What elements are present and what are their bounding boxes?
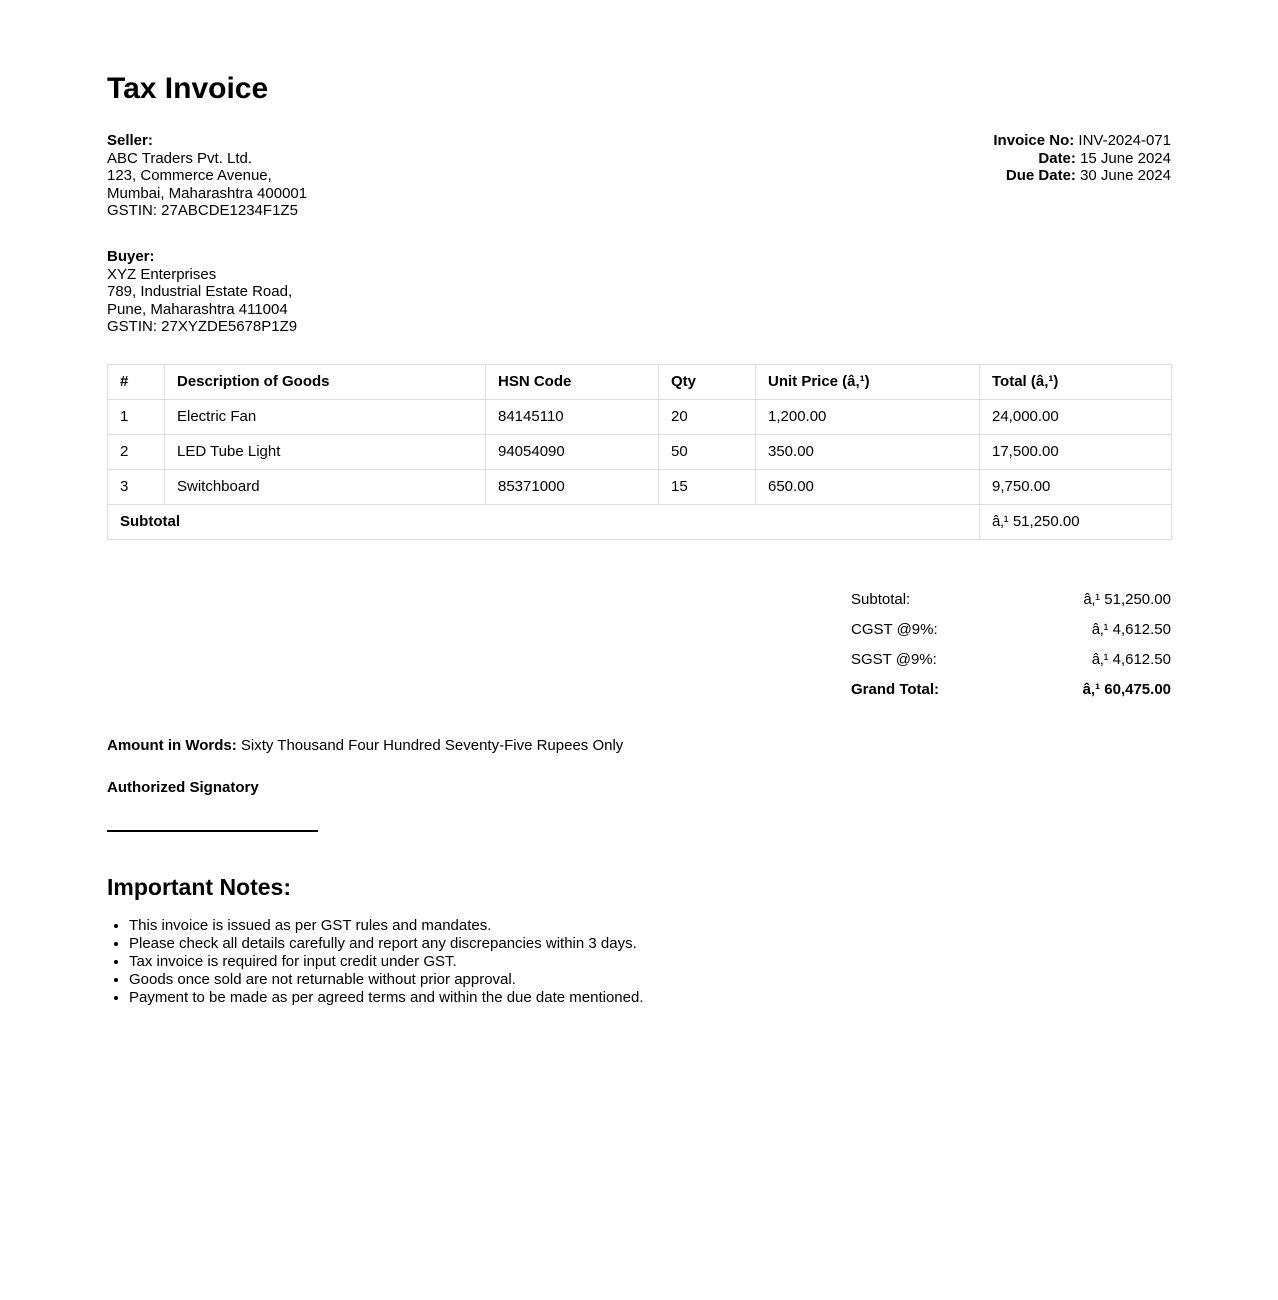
cell-sno: 2 bbox=[108, 434, 165, 469]
column-header-sno: # bbox=[108, 364, 165, 399]
cell-unit-price: 350.00 bbox=[756, 434, 980, 469]
grand-total-label: Grand Total: bbox=[851, 680, 940, 698]
totals-cgst-value: â‚¹ 4,612.50 bbox=[1091, 620, 1171, 638]
seller-gstin: GSTIN: 27ABCDE1234F1Z5 bbox=[107, 202, 298, 220]
buyer-label: Buyer: bbox=[107, 247, 155, 265]
list-item: • Tax invoice is required for input credit under GST. bbox=[129, 953, 1171, 971]
signature-line bbox=[107, 830, 318, 832]
invoice-due-date-line bbox=[993, 167, 1171, 185]
cell-hsn: 84145110 bbox=[486, 399, 659, 434]
cell-qty: 50 bbox=[659, 434, 756, 469]
buyer-name: XYZ Enterprises bbox=[107, 265, 217, 283]
invoice-meta-block bbox=[993, 132, 1171, 185]
cell-qty: 15 bbox=[659, 469, 756, 504]
cell-sno: 3 bbox=[108, 469, 165, 504]
cell-description: Switchboard bbox=[165, 469, 486, 504]
list-item: • This invoice is issued as per GST rules and mandates. bbox=[129, 917, 1171, 935]
column-header-qty: Qty bbox=[659, 364, 756, 399]
amount-in-words-label: Amount in Words: bbox=[107, 736, 237, 754]
authorized-signatory-label: Authorized Signatory bbox=[107, 778, 259, 796]
totals-subtotal-value: â‚¹ 51,250.00 bbox=[1083, 590, 1171, 608]
buyer-address-line2: Pune, Maharashtra 411004 bbox=[107, 300, 288, 318]
cell-description: Electric Fan bbox=[165, 399, 486, 434]
table-row bbox=[108, 434, 1172, 469]
line-items-table bbox=[107, 364, 1172, 540]
table-row bbox=[108, 399, 1172, 434]
invoice-date-line bbox=[993, 150, 1171, 168]
cell-total: 24,000.00 bbox=[980, 399, 1172, 434]
column-header-total: Total (â‚¹) bbox=[980, 364, 1172, 399]
cell-total: 9,750.00 bbox=[980, 469, 1172, 504]
seller-name: ABC Traders Pvt. Ltd. bbox=[107, 149, 253, 167]
notes-title: Important Notes: bbox=[107, 873, 291, 900]
totals-sgst-row bbox=[851, 650, 1171, 669]
column-header-hsn: HSN Code bbox=[486, 364, 659, 399]
list-item: • Please check all details carefully and report any discrepancies within 3 days. bbox=[129, 935, 1171, 953]
notes-list bbox=[107, 917, 1171, 1007]
cell-description: LED Tube Light bbox=[165, 434, 486, 469]
invoice-number-value: INV-2024-071 bbox=[1078, 132, 1171, 149]
seller-label: Seller: bbox=[107, 132, 153, 149]
header-row bbox=[107, 132, 1171, 220]
list-item: • Goods once sold are not returnable without prior approval. bbox=[129, 971, 1171, 989]
cell-qty: 20 bbox=[659, 399, 756, 434]
cell-unit-price: 1,200.00 bbox=[756, 399, 980, 434]
seller-address-line1: 123, Commerce Avenue, bbox=[107, 167, 272, 185]
buyer-gstin: GSTIN: 27XYZDE5678P1Z9 bbox=[107, 318, 298, 336]
cell-total: 17,500.00 bbox=[980, 434, 1172, 469]
cell-unit-price: 650.00 bbox=[756, 469, 980, 504]
totals-sgst-value: â‚¹ 4,612.50 bbox=[1091, 650, 1171, 668]
invoice-due-date-value: 30 June 2024 bbox=[1080, 167, 1171, 185]
list-item: • Payment to be made as per agreed terms and within the due date mentioned. bbox=[129, 989, 1171, 1007]
totals-subtotal-row bbox=[851, 590, 1171, 609]
invoice-number-label: Invoice No: bbox=[993, 132, 1075, 149]
invoice-date-value: 15 June 2024 bbox=[1080, 149, 1171, 167]
totals-sgst-label: SGST @9%: bbox=[851, 650, 937, 668]
table-subtotal-value: â‚¹ 51,250.00 bbox=[980, 504, 1172, 539]
amount-in-words bbox=[107, 737, 1171, 755]
totals-grand-total-row bbox=[851, 680, 1171, 699]
seller-block bbox=[107, 132, 307, 220]
page-title: Tax Invoice bbox=[107, 72, 269, 105]
seller-address-line2: Mumbai, Maharashtra 400001 bbox=[107, 184, 308, 202]
amount-in-words-text: Sixty Thousand Four Hundred Seventy-Five Rupees Only bbox=[240, 736, 624, 754]
buyer-block bbox=[107, 248, 1171, 336]
table-row bbox=[108, 469, 1172, 504]
grand-total-value: â‚¹ 60,475.00 bbox=[1082, 680, 1171, 698]
totals-cgst-label: CGST @9%: bbox=[851, 620, 938, 638]
cell-hsn: 85371000 bbox=[486, 469, 659, 504]
table-header-row bbox=[108, 364, 1172, 399]
totals-cgst-row bbox=[851, 620, 1171, 639]
invoice-due-date-label: Due Date: bbox=[1005, 167, 1076, 185]
buyer-address-line1: 789, Industrial Estate Road, bbox=[107, 283, 293, 301]
table-subtotal-label: Subtotal bbox=[108, 504, 980, 539]
invoice-date-label: Date: bbox=[1038, 149, 1076, 167]
invoice-number-line bbox=[993, 132, 1171, 150]
totals-subtotal-label: Subtotal: bbox=[851, 590, 911, 608]
column-header-unit-price: Unit Price (â‚¹) bbox=[756, 364, 980, 399]
cell-sno: 1 bbox=[108, 399, 165, 434]
cell-hsn: 94054090 bbox=[486, 434, 659, 469]
totals-summary bbox=[851, 590, 1171, 699]
table-subtotal-row bbox=[108, 504, 1172, 539]
column-header-description: Description of Goods bbox=[165, 364, 486, 399]
